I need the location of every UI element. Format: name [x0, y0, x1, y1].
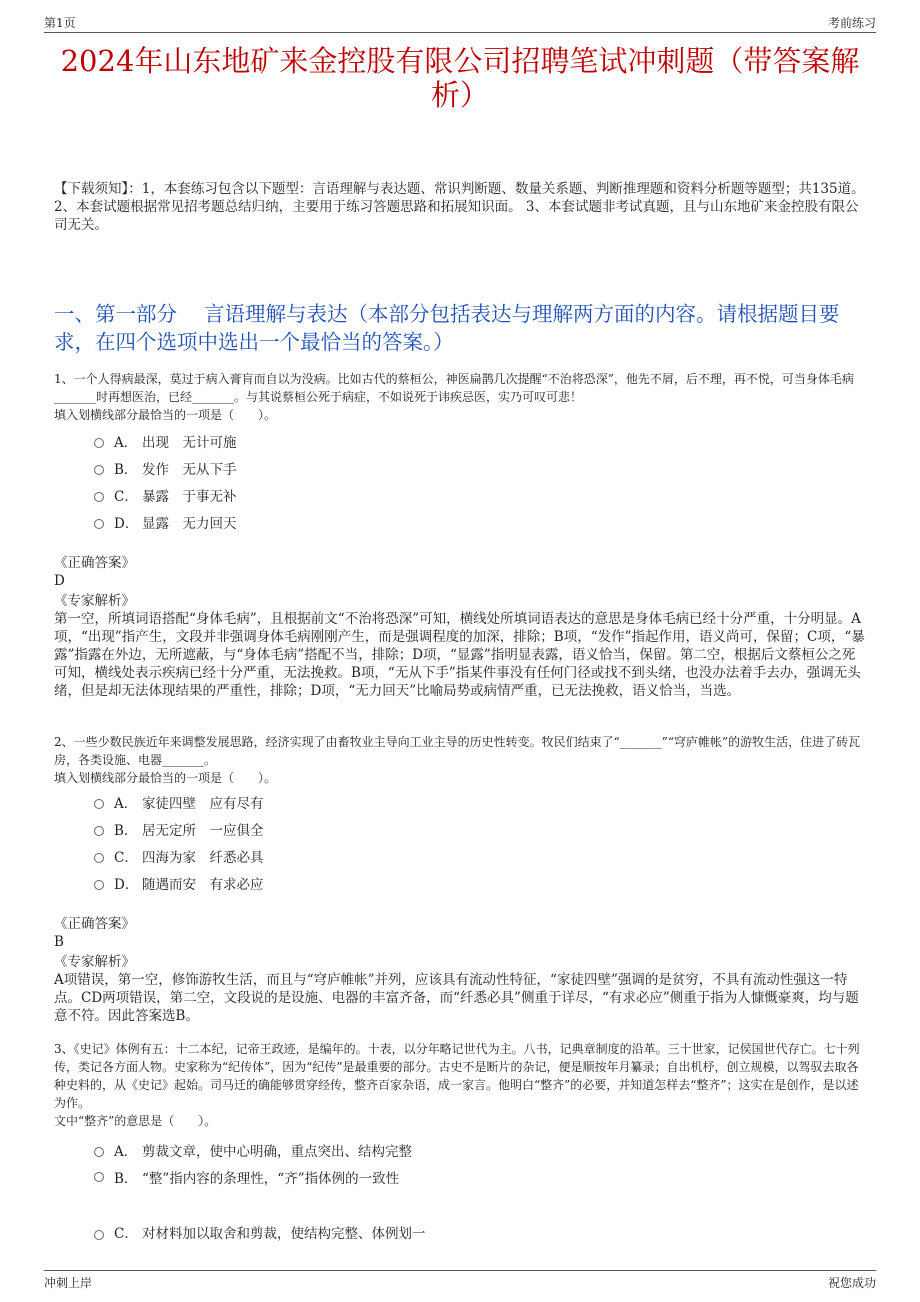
question-stem-text: 3、《史记》体例有五：十二本纪，记帝王政迹，是编年的。十表，以分年略记世代为主。八书，记典章制度的沿革。三十世家，记侯国世代存亡。七十列传，类记各方面人物。史家称为“纪传体”，因为“纪传”是最重要的部分。古史不是断片的杂记，便是顺按年月纂录；自出机杼，创立规模，以驾驭去取各种史料的，从《史记》起始。司马迁的确能够贯穿经传，整齐百家杂语，成一家言。他明白“整齐”的必要，并知道怎样去“整齐”；这实在是创作，是以述为作。: [54, 1042, 860, 1110]
option-c[interactable]: C． 暴露 于事无补: [94, 481, 237, 508]
radio-icon[interactable]: [94, 1230, 104, 1240]
page-header: [44, 12, 876, 33]
option-d[interactable]: D． 显露 无力回天: [94, 508, 237, 535]
question-2-options: [94, 788, 264, 896]
answer-label: 《正确答案》: [54, 916, 135, 932]
footer-right: 祝您成功: [827, 1276, 876, 1290]
question-2-stem: [54, 733, 868, 787]
question-1-explanation: [54, 592, 868, 700]
option-c[interactable]: C． 对材料加以取舍和剪裁，使结构完整、体例划一: [94, 1200, 426, 1242]
radio-icon[interactable]: [94, 465, 104, 475]
explain-text: 第一空，所填词语搭配“身体毛病”，且根据前文“不治将恐深”可知，横线处所填词语表达的意思是身体毛病已经十分严重，十分明显。A项，“出现”指产生，文段并非强调身体毛病刚刚产生，而是强调程度的加深，排除；B项，“发作”指起作用，语义尚可，保留；C项，“暴露”指露在外边，无所遮蔽，与“身体毛病”搭配不当，排除；D项，“显露”指明显表露，语义恰当，保留。第二空，根据后文蔡桓公之死可知，横线处表示疾病已经十分严重，无法挽救。B项，“无从下手”指某件事没有任何门径或找不到头绪，也没办法着手去办，强调无头绪，但是却无法体现结果的严重性，排除；D项，“无力回天”比喻局势或病情严重，已无法挽救，语义恰当，当选。: [54, 611, 865, 699]
radio-icon[interactable]: [94, 519, 104, 529]
option-b[interactable]: B． 居无定所 一应俱全: [94, 815, 264, 842]
radio-icon[interactable]: [94, 492, 104, 502]
option-c[interactable]: C． 四海为家 纤悉必具: [94, 842, 264, 869]
footer-left: 冲刺上岸: [44, 1276, 93, 1290]
radio-icon[interactable]: [94, 826, 104, 836]
answer-value: D: [54, 573, 65, 589]
radio-icon[interactable]: [94, 799, 104, 809]
answer-label: 《正确答案》: [54, 555, 135, 571]
document-title: 2024年山东地矿来金控股有限公司招聘笔试冲刺题（带答案解析）: [60, 44, 860, 112]
radio-icon[interactable]: [94, 853, 104, 863]
radio-icon[interactable]: [94, 1172, 104, 1182]
question-3-options: [94, 1136, 426, 1242]
question-2-answer: [54, 915, 868, 951]
question-prompt: 填入划横线部分最恰当的一项是（ ）。: [54, 408, 277, 422]
question-1-answer: [54, 554, 868, 590]
radio-icon[interactable]: [94, 1147, 104, 1157]
section-title: 一、第一部分 言语理解与表达（本部分包括表达与理解两方面的内容。请根据题目要求，在四个选项中选出一个最恰当的答案。）: [54, 302, 840, 354]
download-notice: 【下载须知】：1，本套练习包含以下题型：言语理解与表达题、常识判断题、数量关系题、判断推理题和资料分析题等题型；共135道。 2、本套试题根据常见招考题总结归纳，主要用于练习答题思路和拓展知识面。 3、本套试题非考试真题，且与山东地矿来金控股有限公司无关。: [54, 181, 865, 233]
option-b[interactable]: B． 发作 无从下手: [94, 454, 237, 481]
radio-icon[interactable]: [94, 438, 104, 448]
explain-text: A项错误，第一空，修饰游牧生活，而且与“穹庐帷帐”并列，应该具有流动性特征，“家徒四壁”强调的是贫穷，不具有流动性强这一特点。CD两项错误，第二空，文段说的是设施、电器的丰富齐备，而“纤悉必具”侧重于详尽，“有求必应”侧重于指为人慷慨豪爽，均与题意不符。因此答案选B。: [54, 972, 859, 1024]
question-1-stem: [54, 370, 868, 424]
question-1-options: [94, 427, 237, 535]
option-a[interactable]: A． 出现 无计可施: [94, 427, 237, 454]
answer-value: B: [54, 934, 64, 950]
page-footer: [44, 1270, 876, 1293]
option-b[interactable]: B． “整”指内容的条理性，“齐”指体例的一致性: [94, 1164, 426, 1200]
explain-label: 《专家解析》: [54, 954, 135, 970]
option-a[interactable]: A． 家徒四壁 应有尽有: [94, 788, 264, 815]
question-prompt: 填入划横线部分最恰当的一项是（ ）。: [54, 771, 277, 785]
explain-label: 《专家解析》: [54, 593, 135, 609]
page-number: 第1页: [44, 16, 76, 30]
question-stem-text: 1、一个人得病最深，莫过于病入膏肓而自以为没病。比如古代的蔡桓公，神医扁鹊几次提醒“不治将恐深”，他先不屑，后不理，再不悦，可当身体毛病_______时再想医治，已经_______。与其说蔡桓公死于病症，不如说死于讳疾忌医，实乃可叹可悲！: [54, 372, 854, 404]
question-prompt: 文中“整齐”的意思是（ ）。: [54, 1114, 217, 1128]
question-2-explanation: [54, 953, 868, 1025]
question-stem-text: 2、一些少数民族近年来调整发展思路，经济实现了由畜牧业主导向工业主导的历史性转变。牧民们结束了“_______”“穹庐帷帐”的游牧生活，住进了砖瓦房，各类设施、电器_______。: [54, 735, 861, 767]
option-d[interactable]: D． 随遇而安 有求必应: [94, 869, 264, 896]
radio-icon[interactable]: [94, 880, 104, 890]
header-label: 考前练习: [827, 16, 876, 30]
option-a[interactable]: A． 剪裁文章，使中心明确，重点突出、结构完整: [94, 1136, 426, 1164]
question-3-stem: [54, 1040, 868, 1130]
